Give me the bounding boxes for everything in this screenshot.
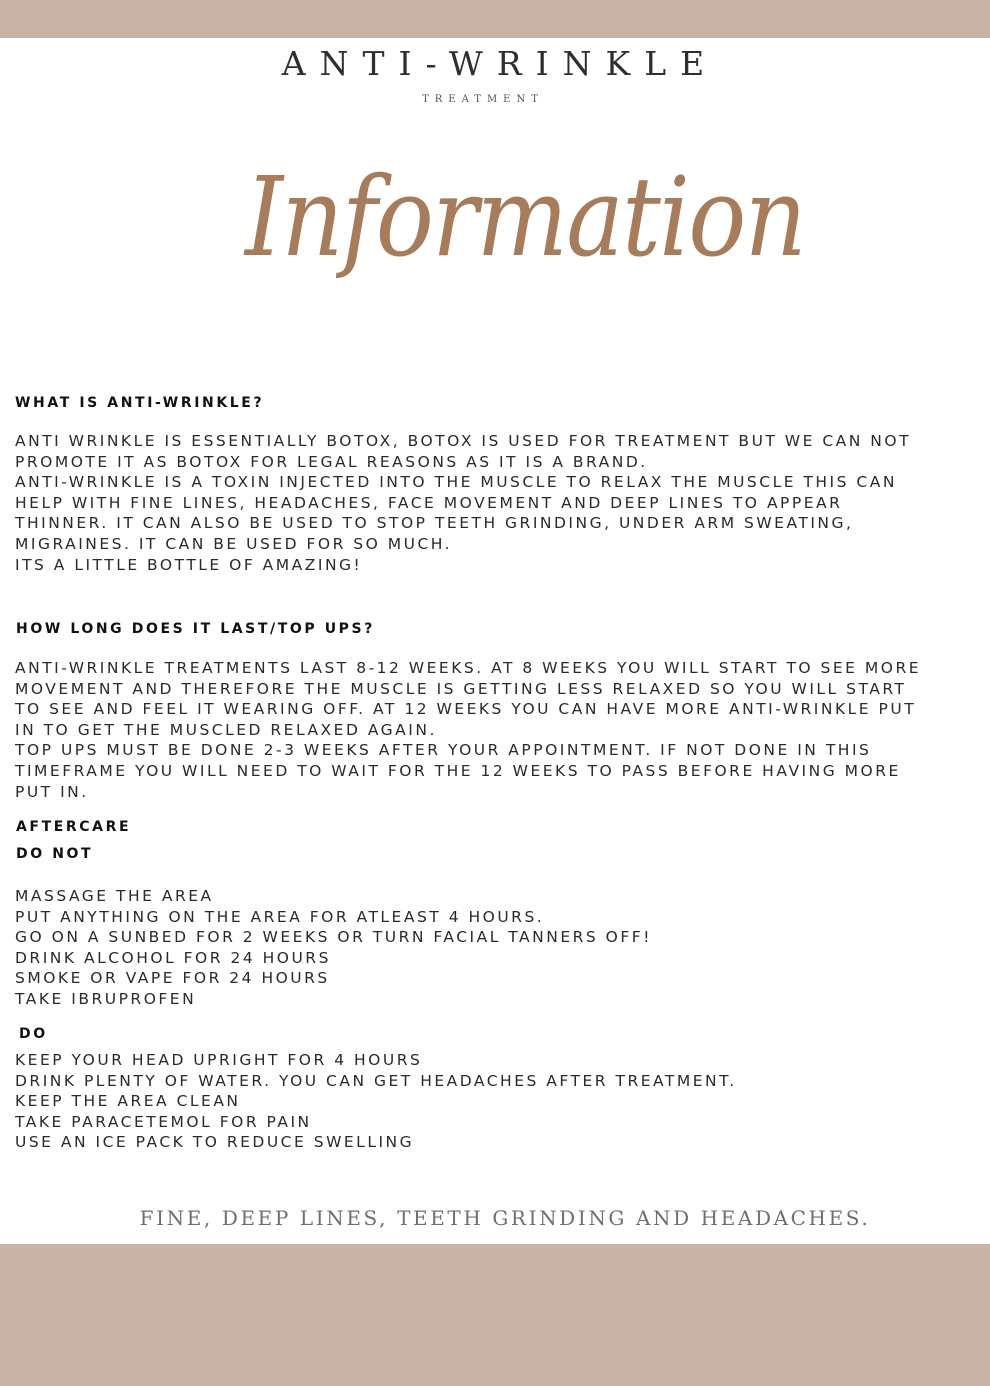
paragraph-line: PROMOTE IT AS BOTOX FOR LEGAL REASONS AS IT IS A BRAND.: [15, 452, 648, 471]
script-title-information: [225, 120, 825, 320]
list-item: KEEP YOUR HEAD UPRIGHT FOR 4 HOURS: [15, 1051, 423, 1069]
document-title: ANTI-WRINKLE: [281, 44, 719, 83]
paragraph-line: ITS A LITTLE BOTTLE OF AMAZING!: [15, 555, 363, 574]
paragraph-line: MIGRAINES. IT CAN BE USED FOR SO MUCH.: [15, 534, 453, 553]
list-item: USE AN ICE PACK TO REDUCE SWELLING: [15, 1133, 415, 1152]
footer-tagline: FINE, DEEP LINES, TEETH GRINDING AND HEADACHES.: [139, 1206, 871, 1230]
subheading-do: DO: [19, 1026, 48, 1042]
section-body-what-is: [15, 431, 980, 575]
section-heading-aftercare: AFTERCARE: [16, 819, 132, 835]
list-item: SMOKE OR VAPE FOR 24 HOURS: [15, 969, 330, 988]
do-not-list: [15, 886, 652, 1010]
list-item: GO ON A SUNBED FOR 2 WEEKS OR TURN FACIAL TANNERS OFF!: [15, 928, 652, 947]
paragraph-line: HELP WITH FINE LINES, HEADACHES, FACE MOVEMENT AND DEEP LINES TO APPEAR: [15, 493, 843, 512]
list-item: TAKE PARACETEMOL FOR PAIN: [15, 1112, 312, 1131]
subheading-do-not: DO NOT: [16, 846, 94, 862]
bottom-decorative-band: [0, 1244, 990, 1386]
top-decorative-band: [0, 0, 990, 38]
section-body-how-long: [15, 658, 980, 802]
script-title-text: Information: [243, 153, 805, 281]
paragraph-line: ANTI-WRINKLE IS A TOXIN INJECTED INTO THE MUSCLE TO RELAX THE MUSCLE THIS CAN: [15, 473, 897, 492]
list-item: PUT ANYTHING ON THE AREA FOR ATLEAST 4 HOURS.: [15, 907, 545, 926]
paragraph-line: THINNER. IT CAN ALSO BE USED TO STOP TEETH GRINDING, UNDER ARM SWEATING,: [15, 514, 854, 533]
list-item: MASSAGE THE AREA: [15, 887, 214, 905]
section-heading-how-long: HOW LONG DOES IT LAST/TOP UPS?: [16, 621, 375, 637]
list-item: DRINK PLENTY OF WATER. YOU CAN GET HEADACHES AFTER TREATMENT.: [15, 1071, 737, 1090]
list-item: KEEP THE AREA CLEAN: [15, 1092, 241, 1111]
paragraph-line: PUT IN.: [15, 782, 89, 801]
document-subtitle: TREATMENT: [422, 94, 544, 105]
do-list: [15, 1050, 737, 1153]
paragraph-line: TO SEE AND FEEL IT WEARING OFF. AT 12 WEEKS YOU CAN HAVE MORE ANTI-WRINKLE PUT: [15, 700, 917, 719]
list-item: DRINK ALCOHOL FOR 24 HOURS: [15, 948, 331, 967]
paragraph-line: IN TO GET THE MUSCLED RELAXED AGAIN.: [15, 720, 437, 739]
paragraph-line: ANTI WRINKLE IS ESSENTIALLY BOTOX, BOTOX IS USED FOR TREATMENT BUT WE CAN NOT: [15, 432, 912, 450]
paragraph-line: MOVEMENT AND THEREFORE THE MUSCLE IS GETTING LESS RELAXED SO YOU WILL START: [15, 679, 907, 698]
list-item: TAKE IBRUPROFEN: [15, 989, 197, 1008]
paragraph-line: TOP UPS MUST BE DONE 2-3 WEEKS AFTER YOUR APPOINTMENT. IF NOT DONE IN THIS: [15, 741, 872, 760]
paragraph-line: TIMEFRAME YOU WILL NEED TO WAIT FOR THE 12 WEEKS TO PASS BEFORE HAVING MORE: [15, 761, 901, 780]
paragraph-line: ANTI-WRINKLE TREATMENTS LAST 8-12 WEEKS. AT 8 WEEKS YOU WILL START TO SEE MORE: [15, 659, 922, 677]
section-heading-what-is: WHAT IS ANTI-WRINKLE?: [15, 395, 265, 411]
